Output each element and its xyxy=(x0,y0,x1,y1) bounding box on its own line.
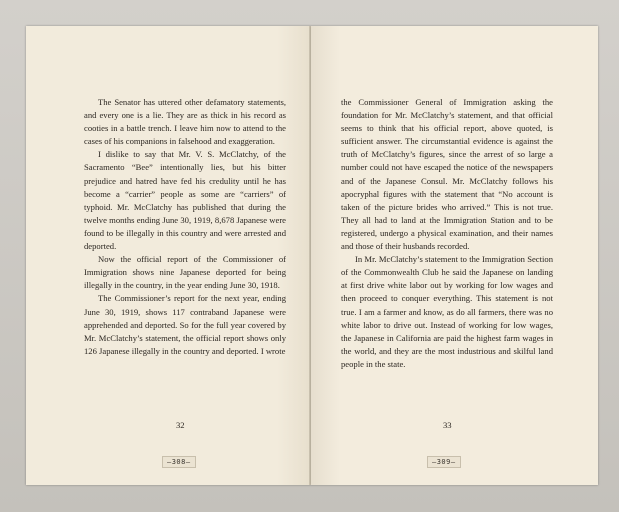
page-number: 33 xyxy=(443,420,452,430)
archive-stamp: —308— xyxy=(162,456,196,468)
right-page xyxy=(311,26,598,485)
paragraph: In Mr. McClatchy’s statement to the Immigration Section of the Commonwealth Club he said the Japanese on landing at first drive white labor out by working for low wages and then proceed to conquer everything. This statement is not true. I am a farmer and know, as do all farmers, there was no white labor to drive out. Instead of working for low wages, the Japanese in California are paid the highest farm wages in the world, and they are the most industrious and skilful land people in the state. xyxy=(341,254,553,369)
paragraph: Now the official report of the Commissioner of Immigration shows nine Japanese deported for being illegally in the country, in the year ending June 30, 1918. xyxy=(84,254,286,291)
paragraph: I dislike to say that Mr. V. S. McClatchy, of the Sacramento “Bee” intentionally lies, but his bitter prejudice and hatred have fed his credulity until he has become a “carrier” people as some are “carriers” of typhoid. Mr. McClatchy has published that during the twelve months ending June 30, 1919, 8,678 Japanese were found to be illegally in this country and were arrested and deported. xyxy=(84,149,286,252)
archive-stamp: —309— xyxy=(427,456,461,468)
paragraph: The Senator has uttered other defamatory statements, and every one is a lie. They are as thick in his record as cooties in a battle trench. I leave him now to attend to the cases of his companions in falsehood and exaggeration. xyxy=(84,97,286,147)
left-page xyxy=(26,26,311,485)
paragraph: The Commissioner’s report for the next year, ending June 30, 1919, shows 117 contraband Japanese were apprehended and deported. So for the full year covered by Mr. McClatchy’s statement, the official report shows only 126 Japanese illegally in the country and deported. I wrote xyxy=(84,293,286,356)
paragraph-continuation: the Commissioner General of Immigration asking the foundation for Mr. McClatchy’s statement, and that official seems to think that his official report, above quoted, is sufficient answer. The circumstantial evidence is against the truth of McClatchy’s figures, since the arrest of so large a number could not have escaped the notice of the newspapers and of the Japanese Consul. Mr. McClatchy follows his apocryphal figures with the statement that “No account is taken of the picture brides who arrived.” This is not true. They all had to land at the Immigration Station and to be registered, undergo a physical examination, and their names and those of their husbands recorded. xyxy=(341,97,553,252)
left-page-text xyxy=(84,96,286,358)
page-number: 32 xyxy=(176,420,185,430)
right-page-text xyxy=(341,96,553,371)
